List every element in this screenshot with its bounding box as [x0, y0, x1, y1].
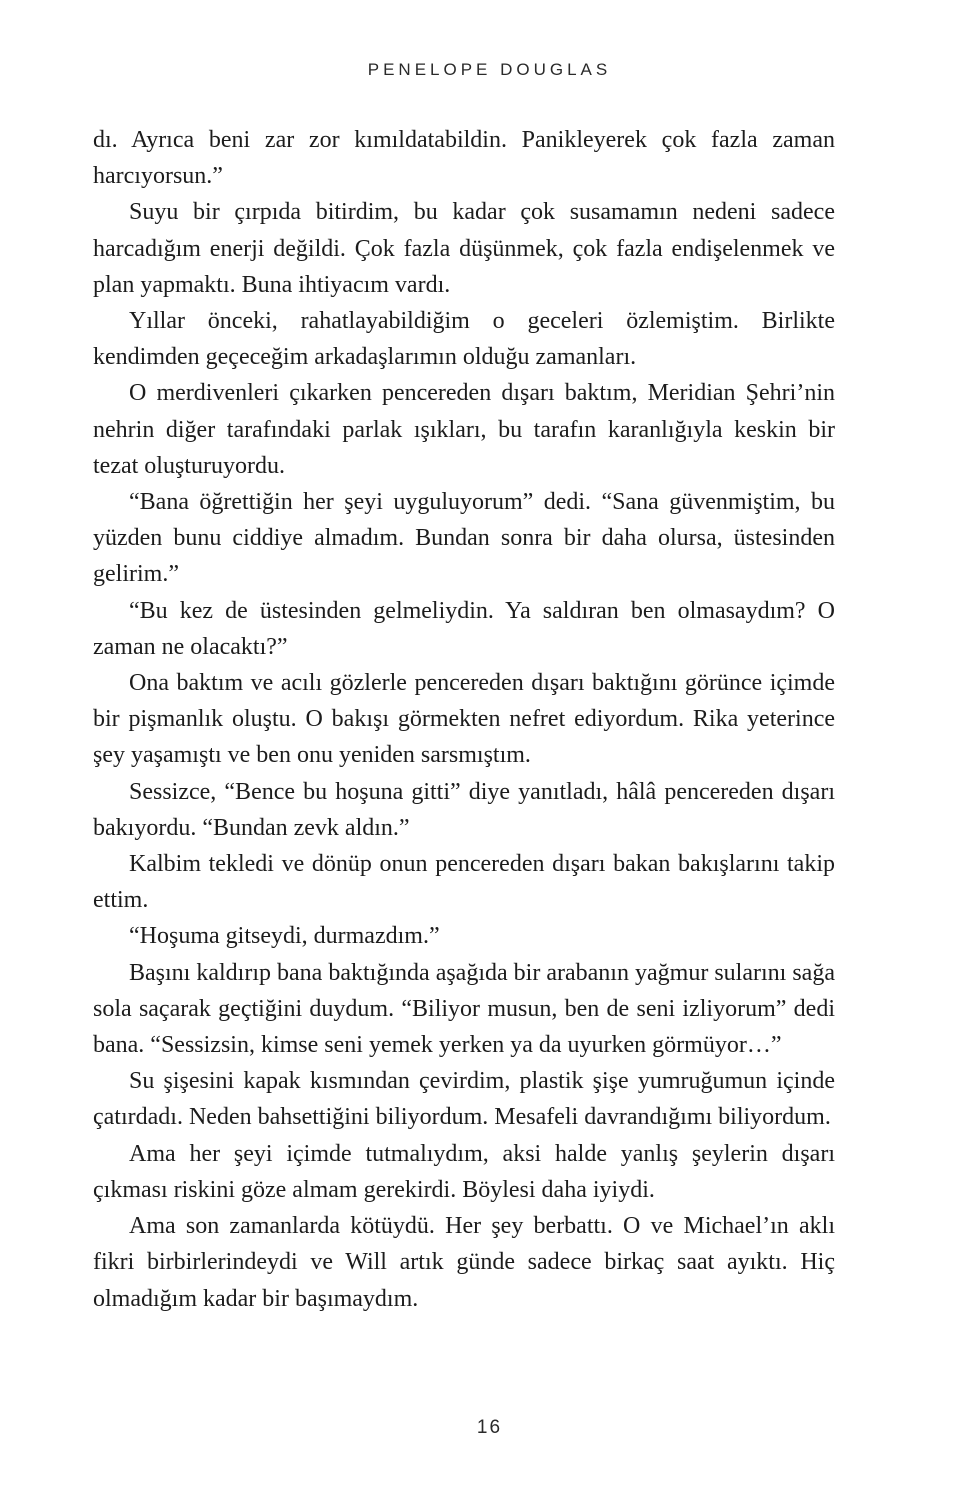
paragraph: Başını kaldırıp bana baktığında aşağıda bir arabanın yağmur sularını sağa sola saçarak geçtiğini duydum. “Biliyor musun, ben de seni izliyorum” dedi bana. “Sessizsin, kimse seni yemek yerken ya da uyurken görmüyor…”	[93, 959, 835, 1059]
paragraph: Su şişesini kapak kısmından çevirdim, plastik şişe yumruğumun içinde çatırdadı. Neden bahsettiğini biliyordum. Mesafeli davrandığımı biliyordum.	[93, 1068, 835, 1131]
paragraph: Ona baktım ve acılı gözlerle pencereden dışarı baktığını görünce içimde bir pişmanlık oluştu. O bakışı görmekten nefret ediyordum. Rika yeterince şey yaşamıştı ve ben onu yeniden sarsmıştım.	[93, 670, 835, 769]
paragraph-continued: dı. Ayrıca beni zar zor kımıldatabildin. Panikleyerek çok fazla zaman harcıyorsun.”	[93, 127, 835, 190]
paragraph: Ama son zamanlarda kötüydü. Her şey berbattı. O ve Michael’ın aklı fikri birbirlerindeydi ve Will artık günde sadece birkaç saat ayıktı. Hiç olmadığım kadar bir başımaydım.	[93, 1213, 835, 1312]
paragraph: Suyu bir çırpıda bitirdim, bu kadar çok susamamın nedeni sadece harcadığım enerji değildi. Çok fazla düşünmek, çok fazla endişelenmek ve plan yapmaktı. Buna ihtiyacım vardı.	[93, 199, 835, 298]
paragraph: Sessizce, “Bence bu hoşuna gitti” diye yanıtladı, hâlâ pencereden dışarı bakıyordu. “Bundan zevk aldın.”	[93, 778, 835, 841]
paragraph: O merdivenleri çıkarken pencereden dışarı baktım, Meridian Şehri’nin nehrin diğer tarafındaki parlak ışıkları, bu tarafın karanlığıyla keskin bir tezat oluşturuyordu.	[93, 380, 835, 479]
paragraph: Ama her şeyi içimde tutmalıydım, aksi halde yanlış şeylerin dışarı çıkması riskini göze almam gerekirdi. Böylesi daha iyiydi.	[93, 1140, 835, 1203]
running-head: PENELOPE DOUGLAS	[367, 60, 612, 79]
paragraph: “Bana öğrettiğin her şeyi uyguluyorum” dedi. “Sana güvenmiştim, bu yüzden bunu ciddiye almadım. Bundan sonra bir daha olursa, üstesinden gelirim.”	[93, 489, 835, 588]
page-number: 16	[476, 1417, 503, 1438]
paragraph: Yıllar önceki, rahatlayabildiğim o geceleri özlemiştim. Birlikte kendimden geçeceğim arkadaşlarımın olduğu zamanları.	[93, 308, 835, 371]
paragraph: Kalbim tekledi ve dönüp onun pencereden dışarı bakan bakışlarını takip ettim.	[93, 851, 835, 914]
body-text	[93, 122, 835, 1317]
paragraph: “Hoşuma gitseydi, durmazdım.”	[129, 923, 440, 950]
paragraph: “Bu kez de üstesinden gelmeliydin. Ya saldıran ben olmasaydım? O zaman ne olacaktı?”	[93, 597, 835, 660]
